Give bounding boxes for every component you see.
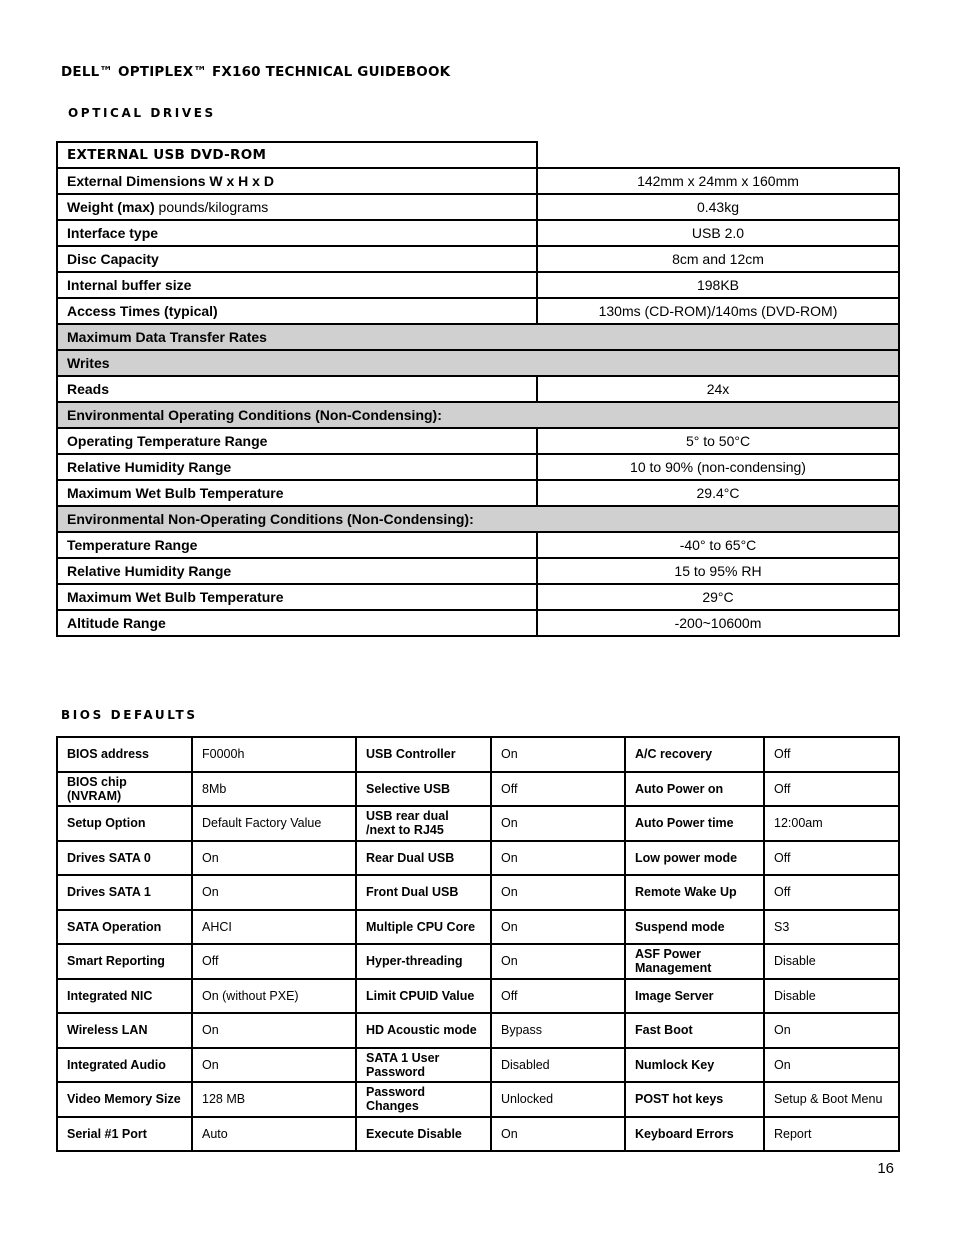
setting-name: Wireless LAN [57, 1013, 192, 1048]
row-value: 10 to 90% (non-condensing) [537, 454, 899, 480]
row-value: 142mm x 24mm x 160mm [537, 168, 899, 194]
row-label: Relative Humidity Range [57, 558, 537, 584]
setting-name: Image Server [625, 979, 764, 1014]
setting-name: Auto Power time [625, 806, 764, 841]
setting-name: Remote Wake Up [625, 875, 764, 910]
setting-value: Disable [764, 979, 899, 1014]
table-row [57, 1117, 899, 1152]
row-label: Disc Capacity [57, 246, 537, 272]
section-row [57, 324, 899, 350]
row-label-bold: Weight (max) [67, 199, 155, 215]
setting-name: Drives SATA 0 [57, 841, 192, 876]
setting-value: On [491, 875, 625, 910]
table-row [57, 480, 899, 506]
table-header-row [57, 142, 899, 168]
table-row [57, 1013, 899, 1048]
row-label: Interface type [57, 220, 537, 246]
table-row [57, 841, 899, 876]
setting-name: Auto Power on [625, 772, 764, 807]
table-row [57, 454, 899, 480]
setting-name: Rear Dual USB [356, 841, 491, 876]
setting-name: Setup Option [57, 806, 192, 841]
document-title: DELL™ OPTIPLEX™ FX160 TECHNICAL GUIDEBOOK [61, 64, 451, 80]
table-row [57, 772, 899, 807]
bios-defaults-title: BIOS DEFAULTS [61, 708, 198, 722]
setting-name: Execute Disable [356, 1117, 491, 1152]
table-row [57, 584, 899, 610]
setting-name: Smart Reporting [57, 944, 192, 979]
setting-value: On [764, 1048, 899, 1083]
row-label: Maximum Wet Bulb Temperature [57, 480, 537, 506]
setting-value: On [491, 944, 625, 979]
setting-value: On [192, 875, 356, 910]
row-label: Relative Humidity Range [57, 454, 537, 480]
table-row [57, 428, 899, 454]
table-header: EXTERNAL USB DVD-ROM [57, 142, 537, 168]
setting-value: Off [764, 841, 899, 876]
setting-value: Off [764, 772, 899, 807]
row-value: 29°C [537, 584, 899, 610]
setting-name: A/C recovery [625, 737, 764, 772]
setting-value: Report [764, 1117, 899, 1152]
setting-value: On [491, 910, 625, 945]
row-value: 130ms (CD-ROM)/140ms (DVD-ROM) [537, 298, 899, 324]
setting-name: Hyper-threading [356, 944, 491, 979]
setting-value: Setup & Boot Menu [764, 1082, 899, 1117]
setting-value: On [491, 1117, 625, 1152]
row-value: 15 to 95% RH [537, 558, 899, 584]
table-row [57, 806, 899, 841]
row-value: -200~10600m [537, 610, 899, 636]
setting-value: Default Factory Value [192, 806, 356, 841]
setting-name: ASF Power Management [625, 944, 764, 979]
header-blank-cell [537, 142, 899, 168]
setting-name: BIOS chip (NVRAM) [57, 772, 192, 807]
row-label-unit: pounds/kilograms [154, 199, 269, 215]
setting-value: Off [192, 944, 356, 979]
row-label: External Dimensions W x H x D [57, 168, 537, 194]
setting-value: Off [491, 979, 625, 1014]
setting-name: Video Memory Size [57, 1082, 192, 1117]
row-value: 0.43kg [537, 194, 899, 220]
setting-value: F0000h [192, 737, 356, 772]
table-row [57, 376, 899, 402]
row-label: Operating Temperature Range [57, 428, 537, 454]
optical-drives-title: OPTICAL DRIVES [68, 106, 216, 120]
row-value: 24x [537, 376, 899, 402]
setting-value: Auto [192, 1117, 356, 1152]
setting-value: Off [491, 772, 625, 807]
optical-drives-table [56, 141, 900, 637]
table-row [57, 875, 899, 910]
setting-name: HD Acoustic mode [356, 1013, 491, 1048]
table-row [57, 737, 899, 772]
section-label: Maximum Data Transfer Rates [57, 324, 899, 350]
setting-name: Keyboard Errors [625, 1117, 764, 1152]
setting-name: Integrated NIC [57, 979, 192, 1014]
setting-name: USB rear dual /next to RJ45 [356, 806, 491, 841]
table-row [57, 532, 899, 558]
table-row [57, 246, 899, 272]
section-row [57, 350, 899, 376]
setting-name: Numlock Key [625, 1048, 764, 1083]
section-label: Environmental Operating Conditions (Non-Condensing): [57, 402, 899, 428]
setting-name: Suspend mode [625, 910, 764, 945]
table-row [57, 1082, 899, 1117]
setting-value: On [491, 806, 625, 841]
setting-name: POST hot keys [625, 1082, 764, 1117]
setting-value: AHCI [192, 910, 356, 945]
setting-name: Front Dual USB [356, 875, 491, 910]
section-row [57, 506, 899, 532]
setting-name: USB Controller [356, 737, 491, 772]
table-row [57, 979, 899, 1014]
setting-name: Fast Boot [625, 1013, 764, 1048]
setting-value: Disable [764, 944, 899, 979]
row-value: 198KB [537, 272, 899, 298]
setting-name: Serial #1 Port [57, 1117, 192, 1152]
setting-name: SATA Operation [57, 910, 192, 945]
setting-value: 8Mb [192, 772, 356, 807]
setting-value: On [192, 1013, 356, 1048]
row-value: 5° to 50°C [537, 428, 899, 454]
bios-defaults-table [56, 736, 900, 1152]
table-row [57, 944, 899, 979]
setting-value: Disabled [491, 1048, 625, 1083]
row-label [57, 194, 537, 220]
setting-value: On [491, 841, 625, 876]
setting-value: Off [764, 737, 899, 772]
table-row [57, 558, 899, 584]
setting-value: On [192, 841, 356, 876]
table-row [57, 220, 899, 246]
setting-value: On (without PXE) [192, 979, 356, 1014]
table-row [57, 194, 899, 220]
setting-name: SATA 1 User Password [356, 1048, 491, 1083]
page-number: 16 [877, 1160, 894, 1177]
row-value: -40° to 65°C [537, 532, 899, 558]
row-value: 8cm and 12cm [537, 246, 899, 272]
setting-name: Integrated Audio [57, 1048, 192, 1083]
setting-name: Password Changes [356, 1082, 491, 1117]
setting-value: Bypass [491, 1013, 625, 1048]
row-label: Altitude Range [57, 610, 537, 636]
setting-name: Limit CPUID Value [356, 979, 491, 1014]
setting-value: 128 MB [192, 1082, 356, 1117]
setting-name: Low power mode [625, 841, 764, 876]
section-label: Environmental Non-Operating Conditions (Non-Condensing): [57, 506, 899, 532]
table-row [57, 272, 899, 298]
table-row [57, 1048, 899, 1083]
row-value: USB 2.0 [537, 220, 899, 246]
row-label: Internal buffer size [57, 272, 537, 298]
table-row [57, 910, 899, 945]
section-label: Writes [57, 350, 899, 376]
setting-value: On [192, 1048, 356, 1083]
setting-value: Off [764, 875, 899, 910]
setting-name: Selective USB [356, 772, 491, 807]
setting-value: 12:00am [764, 806, 899, 841]
setting-name: Drives SATA 1 [57, 875, 192, 910]
table-row [57, 168, 899, 194]
table-row [57, 298, 899, 324]
setting-value: Unlocked [491, 1082, 625, 1117]
section-row [57, 402, 899, 428]
row-label: Access Times (typical) [57, 298, 537, 324]
row-label: Temperature Range [57, 532, 537, 558]
setting-name: BIOS address [57, 737, 192, 772]
setting-value: On [491, 737, 625, 772]
setting-value: S3 [764, 910, 899, 945]
row-label: Reads [57, 376, 537, 402]
setting-name: Multiple CPU Core [356, 910, 491, 945]
setting-value: On [764, 1013, 899, 1048]
row-value: 29.4°C [537, 480, 899, 506]
table-row [57, 610, 899, 636]
row-label: Maximum Wet Bulb Temperature [57, 584, 537, 610]
